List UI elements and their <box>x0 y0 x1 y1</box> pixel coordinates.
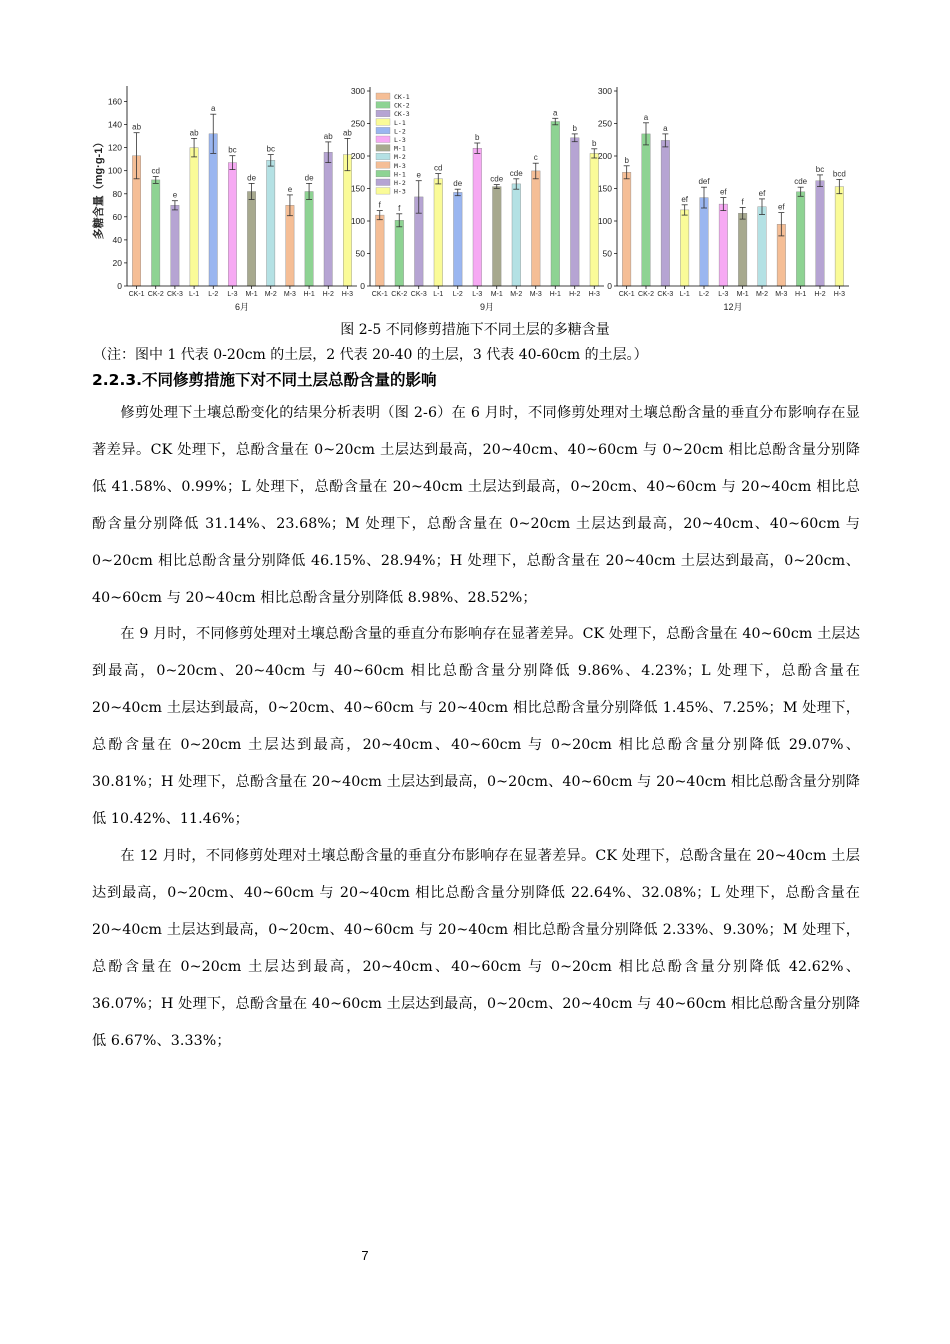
chart2-xlabel: 9月 <box>479 302 495 312</box>
chart1-sig-letter: bc <box>228 145 237 155</box>
chart3-xtick-label: CK-2 <box>638 291 654 298</box>
chart3-ytick-label: 100 <box>597 216 612 226</box>
chart3-sig-letter: a <box>643 112 649 122</box>
chart2-legend-swatch <box>376 93 390 100</box>
chart1-xtick-label: CK-2 <box>147 291 164 298</box>
chart1-xtick-label: H-1 <box>303 291 315 298</box>
chart2-bar-H-2 <box>571 138 580 286</box>
chart3-bar-CK-3 <box>661 140 670 286</box>
chart2-legend-swatch <box>376 179 390 186</box>
chart1-ytick-label: 80 <box>112 188 122 199</box>
chart2-sig-letter: b <box>592 138 597 148</box>
chart3-sig-letter: f <box>741 197 744 207</box>
chart2-ytick-label: 50 <box>355 248 365 259</box>
chart1-xtick-label: M-1 <box>245 291 258 298</box>
chart2-legend-swatch <box>376 119 390 126</box>
chart2-bar-M-2 <box>512 184 521 286</box>
chart3-sig-letter: b <box>624 155 629 165</box>
chart1-bar-L-1 <box>190 148 198 286</box>
chart1-xlabel: 6月 <box>234 302 250 312</box>
chart2-legend-swatch <box>376 136 390 143</box>
chart2-legend-label: H-2 <box>394 179 406 187</box>
chart1-ytick-label: 140 <box>107 119 122 130</box>
paragraph-september: 在 9 月时，不同修剪处理对土壤总酚含量的垂直分布影响存在显著差异。CK 处理下，总酚含量在 40~60cm 土层达到最高，0~20cm、20~40cm 与 40~60cm 相比总酚含量分别降低 9.86%、4.23%；L 处理下，总酚含量在 20~40cm 土层达到最高，0~20cm、40~60cm 与 20~40cm 相比总酚含量分别降低 1.45%、7.25%；M 处理下，总酚含量在 0~20cm 土层达到最高，20~40cm、40~60cm 与 0~20cm 相比总酚含量分别降低 29.07%、30.81%；H 处理下，总酚含量在 20~40cm 土层达到最高，0~20cm、40~60cm 与 20~40cm 相比总酚含量分别降低 10.42%、11.46%； <box>92 626 860 827</box>
chart2-bar-CK-1 <box>376 215 385 286</box>
chart1-sig-letter: a <box>211 104 216 114</box>
chart2-legend-label: M-2 <box>394 153 406 162</box>
chart2-legend-swatch <box>376 153 390 160</box>
figure-note: （注：图中 1 代表 0-20cm 的土层，2 代表 20-40 的土层，3 代表 40-60cm 的土层。） <box>93 347 648 363</box>
chart2-xtick-label: L-2 <box>452 291 463 298</box>
chart3-bar-L-1 <box>680 210 689 286</box>
chart3-sig-letter: cde <box>794 177 808 187</box>
chart1-ytick-label: 100 <box>107 165 122 176</box>
chart1-xtick-label: L-1 <box>189 291 200 298</box>
chart1-sig-letter: cd <box>151 166 160 176</box>
chart2-sig-letter: cd <box>434 163 443 173</box>
chart2-sig-letter: cde <box>490 174 504 184</box>
chart1-ytick-label: 0 <box>117 281 122 291</box>
chart3-xtick-label: L-3 <box>718 291 729 298</box>
chart2-bar-L-3 <box>473 148 482 286</box>
chart2-bar-L-2 <box>454 192 463 286</box>
chart2-sig-letter: a <box>553 108 558 118</box>
chart1-sig-letter: de <box>247 173 257 183</box>
chart3-bar-M-2 <box>758 207 767 286</box>
chart1-ytick-label: 20 <box>112 257 122 268</box>
chart2-legend-label: CK-1 <box>394 93 410 101</box>
chart3-xtick-label: M-1 <box>736 291 749 298</box>
chart2-sig-letter: de <box>453 179 463 189</box>
chart1-ytick-label: 60 <box>112 211 122 222</box>
chart2-bar-CK-2 <box>395 220 404 286</box>
chart2-legend-label: L-2 <box>394 127 406 136</box>
chart3-ytick-label: 300 <box>597 86 612 96</box>
figure-caption: 图 2-5 不同修剪措施下不同土层的多糖含量 <box>340 322 610 338</box>
chart2-bar-M-1 <box>493 187 502 286</box>
chart2-sig-letter: c <box>533 153 538 163</box>
paragraph-june: 修剪处理下土壤总酚变化的结果分析表明（图 2-6）在 6 月时，不同修剪处理对土壤总酚含量的垂直分布影响存在显著差异。CK 处理下，总酚含量在 0~20cm 土层达到最高，20~40cm、40~60cm 与 0~20cm 相比总酚含量分别降低 41.58%、0.99%；L 处理下，总酚含量在 20~40cm 土层达到最高，0~20cm、40~60cm 与 20~40cm 相比总酚含量分别降低 31.14%、23.68%；M 处理下，总酚含量在 0~20cm 土层达到最高，20~40cm、40~60cm 与 0~20cm 相比总酚含量分别降低 46.15%、28.94%；H 处理下，总酚含量在 20~40cm 土层达到最高，0~20cm、40~60cm 与 20~40cm 相比总酚含量分别降低 8.98%、28.52%； <box>92 405 860 606</box>
chart2-xtick-label: L-3 <box>472 291 483 298</box>
figure-2-5-charts <box>0 0 950 330</box>
chart2-sig-letter: f <box>398 203 401 213</box>
chart3-bar-L-3 <box>719 204 728 286</box>
chart2-legend-swatch <box>376 110 390 117</box>
chart1-sig-letter: e <box>172 190 178 200</box>
chart3-xtick-label: H-1 <box>795 291 807 298</box>
chart3-bar-L-2 <box>700 198 709 286</box>
chart2-ytick-label: 150 <box>350 183 365 194</box>
chart2-xtick-label: M-1 <box>490 291 503 298</box>
chart1-bar-CK-3 <box>171 205 179 286</box>
chart2-xtick-label: M-3 <box>529 291 542 298</box>
chart1-sig-letter: de <box>304 173 314 183</box>
chart1-bar-CK-2 <box>152 180 160 286</box>
chart3-bar-H-2 <box>816 181 825 286</box>
chart1-xtick-label: CK-1 <box>128 291 145 298</box>
chart1-bar-H-1 <box>305 192 313 287</box>
chart2-legend-label: L-1 <box>394 118 406 127</box>
chart3-bar-H-3 <box>835 187 844 286</box>
chart2-ytick-label: 300 <box>350 86 365 96</box>
chart3-sig-letter: ef <box>758 188 766 198</box>
chart2-sig-letter: f <box>378 200 381 210</box>
chart3-sig-letter: ef <box>681 194 689 204</box>
chart3-sig-letter: bc <box>815 164 825 174</box>
chart3-xtick-label: M-3 <box>775 291 788 298</box>
chart1-ytick-label: 120 <box>107 142 122 153</box>
chart3-ytick-label: 250 <box>597 118 612 129</box>
chart2-ytick-label: 100 <box>350 216 365 226</box>
chart2-legend-swatch <box>376 188 390 195</box>
chart3-xtick-label: M-2 <box>755 291 769 298</box>
chart2-legend-label: CK-3 <box>394 110 410 119</box>
chart2-legend-swatch <box>376 145 390 152</box>
chart3-sig-letter: def <box>698 177 710 187</box>
chart1-xtick-label: M-3 <box>283 291 296 298</box>
chart3-bar-M-1 <box>738 213 747 286</box>
chart3-bar-H-1 <box>796 192 805 286</box>
chart2-sig-letter: cde <box>509 168 523 178</box>
chart3-xtick-label: H-2 <box>814 291 826 298</box>
chart1-xtick-label: M-2 <box>264 291 277 298</box>
chart2-legend-label: H-1 <box>394 170 406 179</box>
chart3-xtick-label: CK-1 <box>618 291 635 298</box>
chart2-ytick-label: 250 <box>350 118 365 129</box>
chart1-sig-letter: bc <box>266 144 275 154</box>
chart2-legend-label: M-1 <box>394 144 406 153</box>
chart1-xtick-label: L-2 <box>208 291 219 298</box>
chart2-bar-L-1 <box>434 179 443 286</box>
chart1-ytick-label: 160 <box>107 96 122 107</box>
chart1-bar-H-2 <box>324 152 332 286</box>
chart2-legend-label: M-3 <box>394 161 406 170</box>
chart3-ytick-label: 200 <box>597 151 612 161</box>
chart2-sig-letter: b <box>572 123 577 133</box>
chart1-sig-letter: ab <box>189 128 199 138</box>
chart1-sig-letter: ab <box>132 122 142 132</box>
chart2-xtick-label: L-1 <box>433 291 444 298</box>
chart2-bar-H-1 <box>551 122 560 287</box>
chart2-legend-swatch <box>376 127 390 133</box>
chart1-sig-letter: ab <box>323 131 333 141</box>
chart2-xtick-label: CK-3 <box>410 291 427 298</box>
chart1-ytick-label: 40 <box>112 234 122 245</box>
chart2-legend-label: CK-2 <box>394 101 410 110</box>
chart2-xtick-label: M-2 <box>510 291 523 298</box>
chart3-xtick-label: L-1 <box>679 291 690 298</box>
chart1-bar-L-2 <box>209 134 217 286</box>
chart3-ytick-label: 50 <box>602 248 612 259</box>
chart2-sig-letter: b <box>475 133 480 142</box>
chart2-ytick-label: 0 <box>360 281 365 291</box>
chart1-sig-letter: ab <box>342 128 352 138</box>
chart2-sig-letter: e <box>416 170 421 180</box>
chart2-legend-swatch <box>376 170 390 177</box>
chart3-xtick-label: L-2 <box>698 291 710 298</box>
chart3-bar-CK-1 <box>622 172 631 286</box>
chart3-xtick-label: H-3 <box>833 291 845 298</box>
page-number: 7 <box>361 1248 369 1263</box>
chart2-xtick-label: CK-2 <box>391 291 408 298</box>
chart2-legend-label: H-3 <box>394 187 406 196</box>
chart2-ytick-label: 200 <box>350 151 365 161</box>
chart1-xtick-label: L-3 <box>227 291 238 298</box>
chart1-xtick-label: H-3 <box>341 291 354 298</box>
chart1-bar-M-2 <box>267 160 275 286</box>
chart2-xtick-label: H-1 <box>549 291 561 298</box>
chart2-xtick-label: CK-1 <box>371 291 388 298</box>
chart1-xtick-label: H-2 <box>322 291 334 298</box>
chart2-bar-M-3 <box>532 171 541 286</box>
chart3-xlabel: 12月 <box>723 302 743 312</box>
chart2-legend-swatch <box>376 102 390 109</box>
chart3-ytick-label: 150 <box>597 183 612 194</box>
chart3-ytick-label: 0 <box>607 281 612 291</box>
chart2-xtick-label: H-2 <box>569 291 581 298</box>
chart3-sig-letter: ef <box>719 187 727 197</box>
chart3-sig-letter: ef <box>777 202 785 212</box>
chart3-sig-letter: a <box>663 123 668 133</box>
chart3-xtick-label: CK-3 <box>657 291 674 298</box>
chart3-sig-letter: bcd <box>832 169 846 179</box>
chart2-legend-swatch <box>376 162 390 169</box>
chart3-bar-CK-2 <box>642 134 651 286</box>
chart2-legend-label: L-3 <box>394 136 406 144</box>
chart1-xtick-label: CK-3 <box>166 291 183 298</box>
chart1-bar-M-1 <box>247 192 255 287</box>
chart1-ylabel: 多糖含量（mg·g-1） <box>93 136 105 240</box>
paragraph-december: 在 12 月时，不同修剪处理对土壤总酚含量的垂直分布影响存在显著差异。CK 处理下，总酚含量在 20~40cm 土层达到最高，0~20cm、40~60cm 与 20~40cm 相比总酚含量分别降低 22.64%、32.08%；L 处理下，总酚含量在 20~40cm 土层达到最高，0~20cm、40~60cm 与 20~40cm 相比总酚含量分别降低 2.33%、9.30%；M 处理下，总酚含量在 0~20cm 土层达到最高，20~40cm、40~60cm 与 0~20cm 相比总酚含量分别降低 42.62%、36.07%；H 处理下，总酚含量在 40~60cm 土层达到最高，0~20cm、20~40cm 与 40~60cm 相比总酚含量分别降低 6.67%、3.33%； <box>92 848 860 1049</box>
chart1-bar-L-3 <box>228 163 236 286</box>
chart2-xtick-label: H-3 <box>588 291 600 298</box>
chart1-bar-M-3 <box>286 205 294 286</box>
chart1-sig-letter: e <box>287 184 293 194</box>
section-heading: 2.2.3.不同修剪措施下对不同土层总酚含量的影响 <box>92 371 437 389</box>
